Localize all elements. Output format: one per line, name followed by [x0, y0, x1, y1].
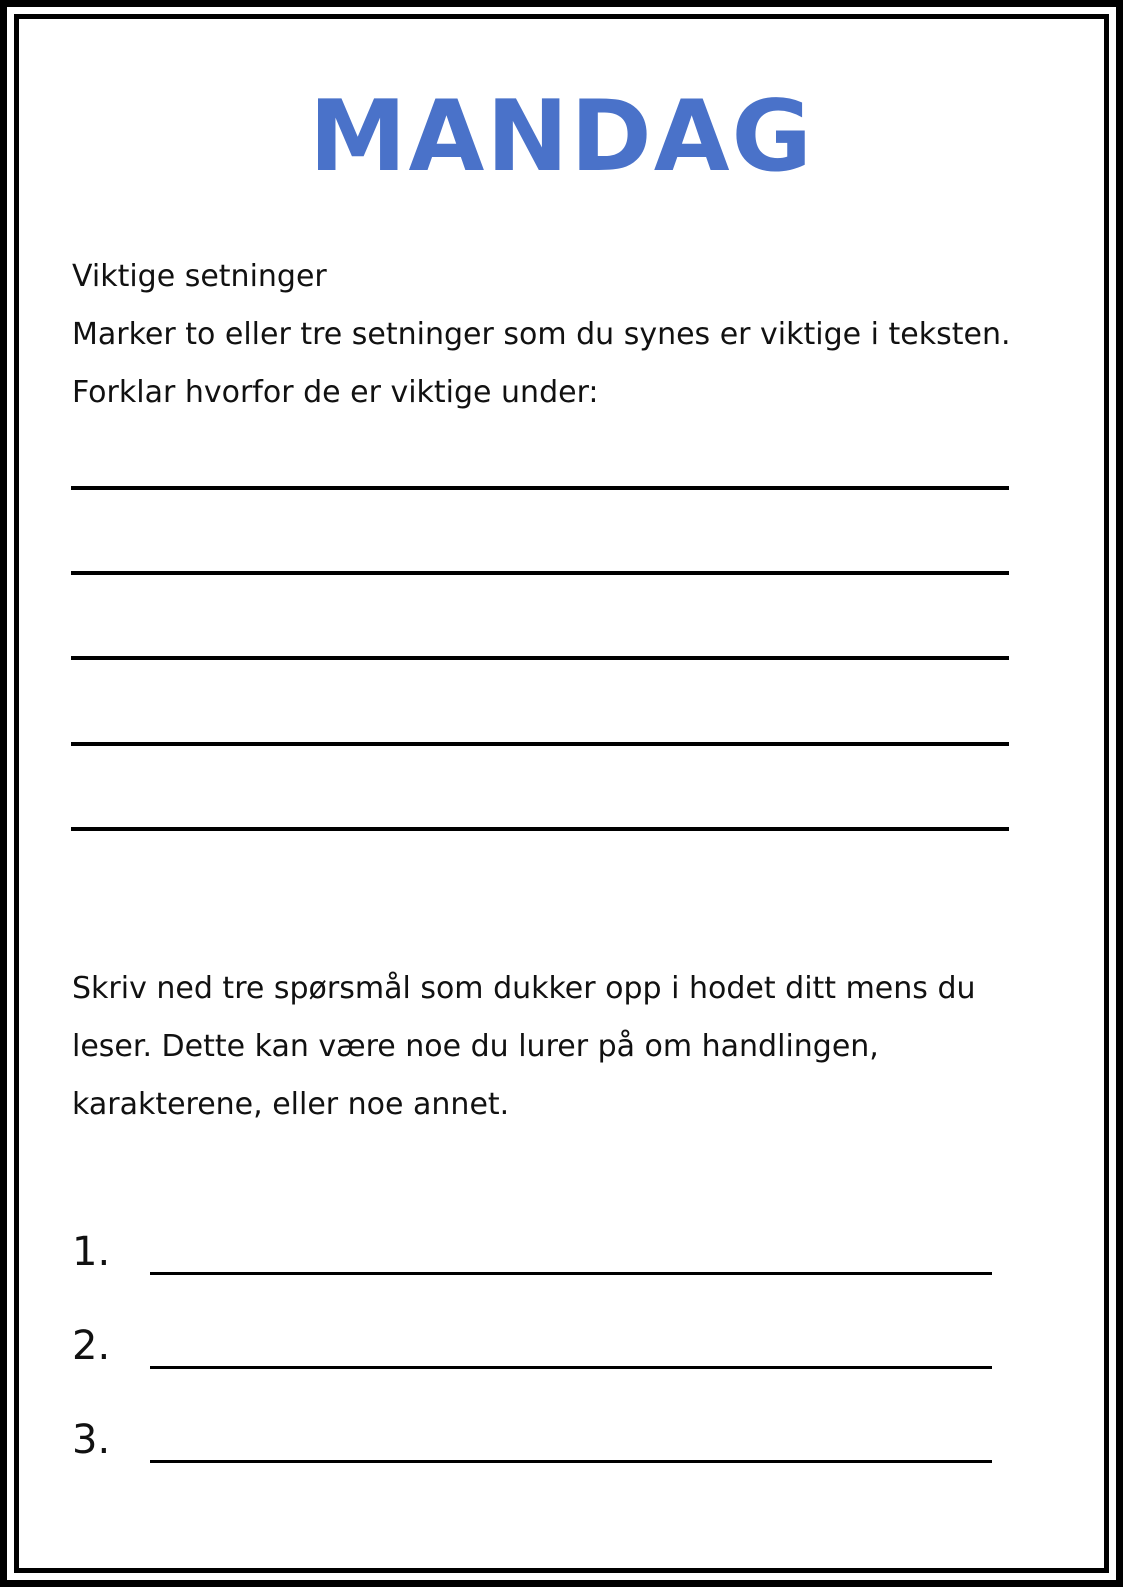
answer-line-3[interactable]: [71, 656, 1009, 660]
question-number: 3.: [72, 1417, 111, 1463]
answer-line-4[interactable]: [71, 742, 1009, 746]
page-title: MANDAG: [308, 80, 814, 194]
instruction-questions: Skriv ned tre spørsmål som dukker opp i hodet ditt mens du leser. Dette kan være noe du lurer på om handlingen, karakterene, eller noe annet.: [72, 971, 976, 1122]
answer-line-1[interactable]: [71, 486, 1009, 490]
question-answer-line[interactable]: [150, 1272, 992, 1275]
answer-line-5[interactable]: [71, 827, 1009, 831]
question-row-1: [72, 1224, 992, 1284]
answer-line-2[interactable]: [71, 571, 1009, 575]
question-row-3: [72, 1412, 992, 1472]
question-answer-line[interactable]: [150, 1366, 992, 1369]
question-row-2: [72, 1318, 992, 1378]
question-answer-line[interactable]: [150, 1460, 992, 1463]
instruction-important-sentences: Marker to eller tre setninger som du synes er viktige i teksten. Forklar hvorfor de er viktige under:: [72, 317, 1011, 410]
question-number: 2.: [72, 1323, 111, 1369]
question-number: 1.: [72, 1229, 111, 1275]
section-heading-important-sentences: Viktige setninger: [72, 259, 327, 294]
